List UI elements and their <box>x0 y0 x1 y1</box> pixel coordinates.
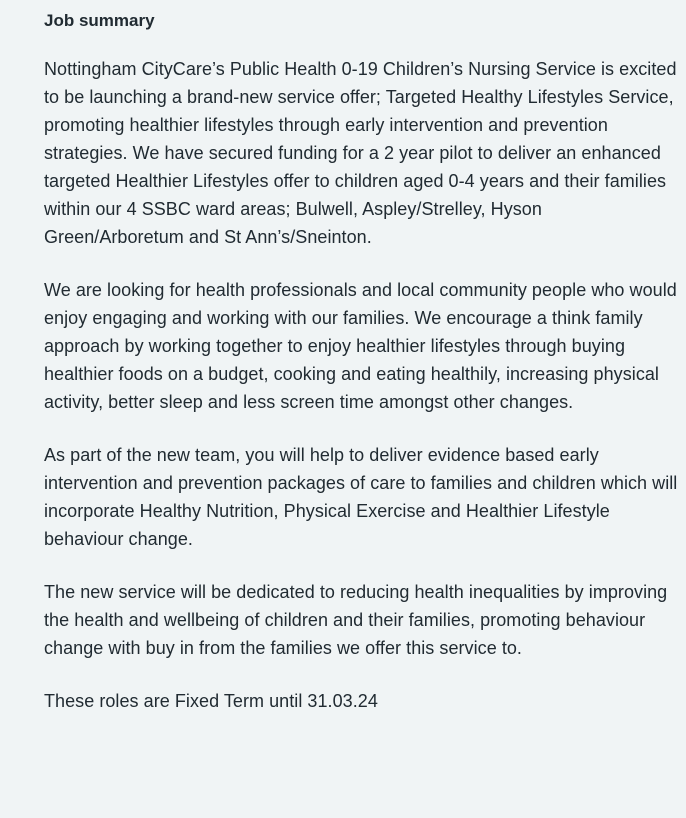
section-heading: Job summary <box>44 11 155 30</box>
summary-paragraph-team-role: As part of the new team, you will help to deliver evidence based early intervention and prevention packages of care to families and children which will incorporate Healthy Nutrition, Physical Exercise and Healthier Lifestyle behaviour change. <box>44 445 678 549</box>
job-summary-section <box>44 9 680 715</box>
summary-paragraph-service-aim: The new service will be dedicated to reducing health inequalities by improving the health and wellbeing of children and their families, promoting behaviour change with buy in from the families we offer this service to. <box>44 582 668 658</box>
summary-paragraph-contract-term: These roles are Fixed Term until 31.03.24 <box>44 691 378 711</box>
summary-paragraph-recruitment: We are looking for health professionals and local community people who would enjoy engaging and working with our families. We encourage a think family approach by working together to enjoy healthier lifestyles through buying healthier foods on a budget, cooking and eating healthily, increasing physical activity, better sleep and less screen time amongst other changes. <box>44 280 677 412</box>
summary-paragraph-intro: Nottingham CityCare’s Public Health 0-19 Children’s Nursing Service is excited to be launching a brand-new service offer; Targeted Healthy Lifestyles Service, promoting healthier lifestyles through early intervention and prevention strategies. We have secured funding for a 2 year pilot to deliver an enhanced targeted Healthier Lifestyles offer to children aged 0-4 years and their families within our 4 SSBC ward areas; Bulwell, Aspley/Strelley, Hyson Green/Arboretum and St Ann’s/Sneinton. <box>44 59 677 247</box>
